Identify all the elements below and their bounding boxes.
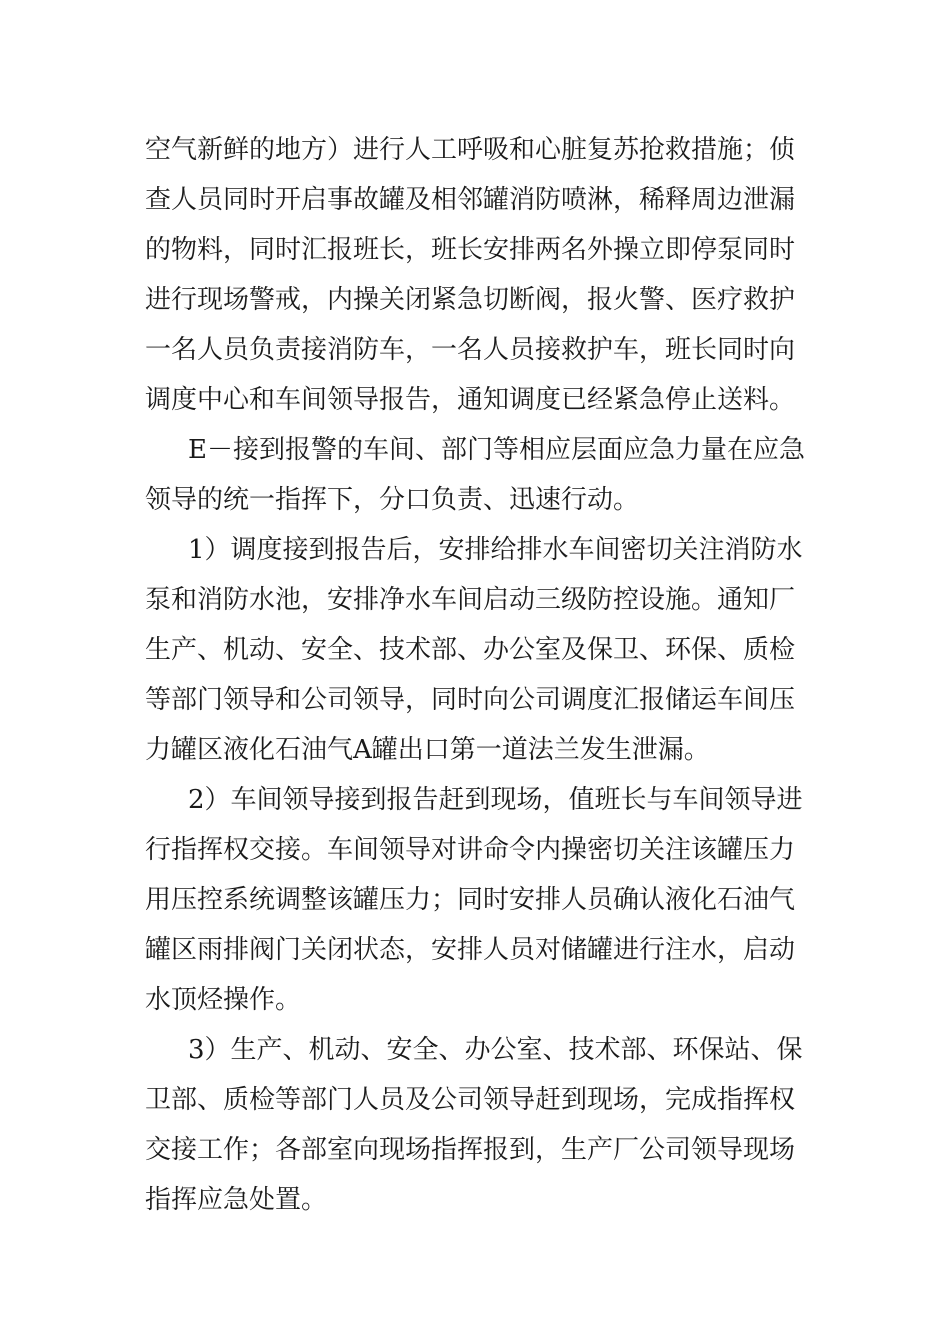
paragraph-line: 2）车间领导接到报告赶到现场，值班长与车间领导进 [188,785,803,815]
paragraph-3 [145,525,815,775]
paragraph-line: 3）生产、机动、安全、办公室、技术部、环保站、保 [188,1035,803,1065]
paragraph-line: 力罐区液化石油气A罐出口第一道法兰发生泄漏。 [145,735,710,765]
paragraph-line: 指挥应急处置。 [145,1185,328,1215]
paragraph-line: 一名人员负责接消防车，一名人员接救护车，班长同时向 [145,335,796,365]
document-body [145,125,815,1225]
paragraph-line: 交接工作；各部室向现场指挥报到，生产厂公司领导现场 [145,1135,796,1165]
paragraph-line: 用压控系统调整该罐压力；同时安排人员确认液化石油气 [145,885,796,915]
paragraph-5 [145,1025,815,1225]
paragraph-line: 查人员同时开启事故罐及相邻罐消防喷淋，稀释周边泄漏 [145,185,796,215]
paragraph-line: 生产、机动、安全、技术部、办公室及保卫、环保、质检 [145,635,796,665]
paragraph-line: 调度中心和车间领导报告，通知调度已经紧急停止送料。 [145,385,796,415]
paragraph-line: 空气新鲜的地方）进行人工呼吸和心脏复苏抢救措施；侦 [145,135,796,165]
paragraph-line: 泵和消防水池，安排净水车间启动三级防控设施。通知厂 [145,585,796,615]
paragraph-line: 进行现场警戒，内操关闭紧急切断阀，报火警、医疗救护 [145,285,796,315]
paragraph-1 [145,125,815,425]
paragraph-line: 等部门领导和公司领导，同时向公司调度汇报储运车间压 [145,685,796,715]
paragraph-line: E－接到报警的车间、部门等相应层面应急力量在应急 [188,435,805,465]
paragraph-2 [145,425,815,525]
paragraph-line: 水顶烃操作。 [145,985,302,1015]
paragraph-line: 罐区雨排阀门关闭状态，安排人员对储罐进行注水，启动 [145,935,796,965]
paragraph-line: 领导的统一指挥下，分口负责、迅速行动。 [145,485,640,515]
paragraph-4 [145,775,815,1025]
paragraph-line: 的物料，同时汇报班长，班长安排两名外操立即停泵同时 [145,235,796,265]
paragraph-line: 行指挥权交接。车间领导对讲命令内操密切关注该罐压力 [145,835,796,865]
paragraph-line: 1）调度接到报告后，安排给排水车间密切关注消防水 [188,535,803,565]
paragraph-line: 卫部、质检等部门人员及公司领导赶到现场，完成指挥权 [145,1085,796,1115]
